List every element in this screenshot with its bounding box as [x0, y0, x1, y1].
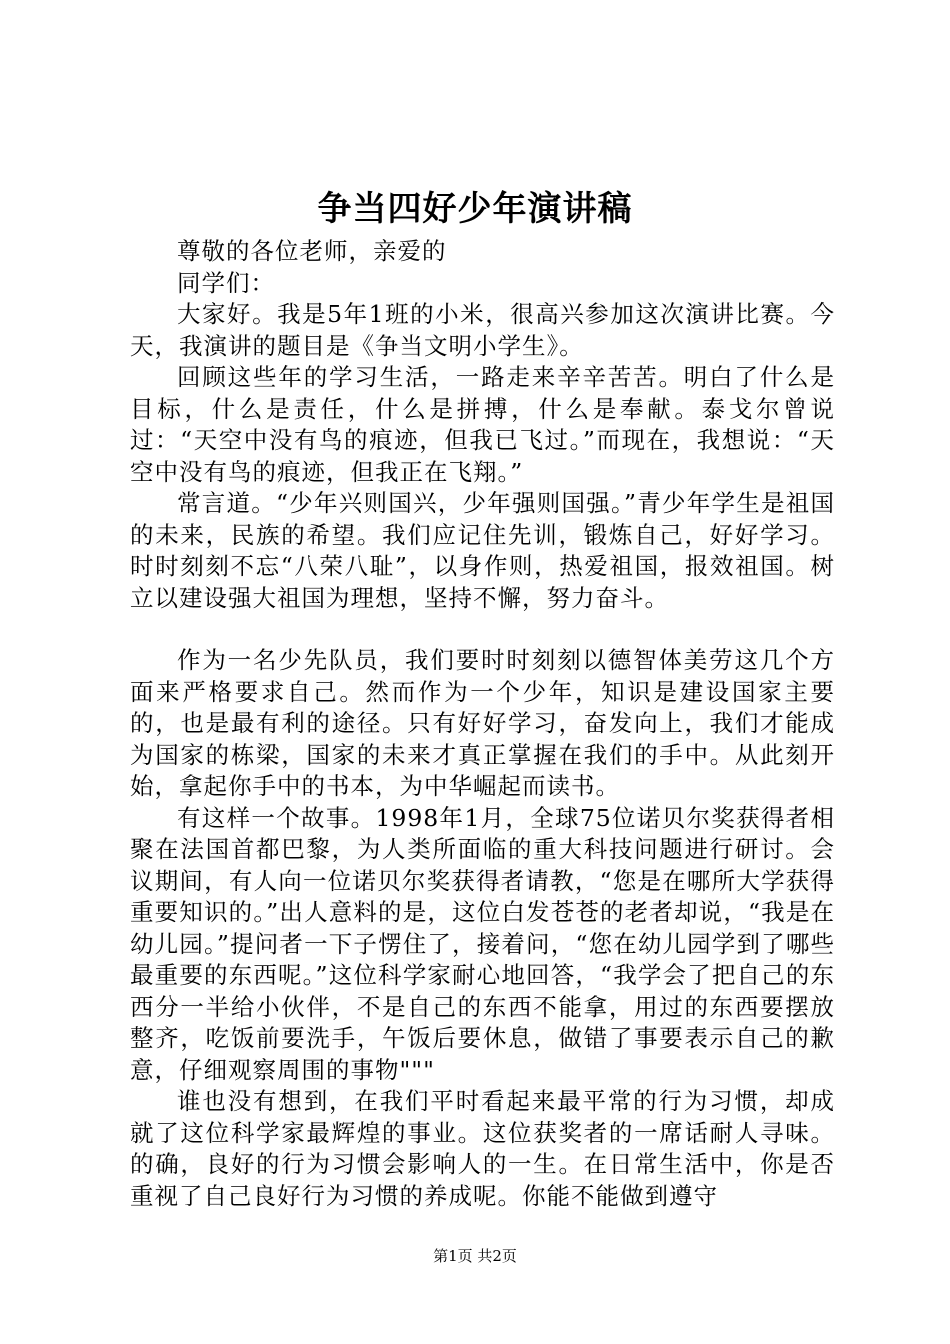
document-body [130, 236, 835, 1212]
page-footer: 第1页 共2页 [433, 1247, 517, 1265]
greeting-line: 同学们： [177, 268, 275, 297]
document-title: 争当四好少年演讲稿 [317, 189, 633, 229]
body-paragraph: 回顾这些年的学习生活，一路走来辛辛苦苦。明白了什么是目标，什么是责任，什么是拼搏，什么是奉献。泰戈尔曾说过：“天空中没有鸟的痕迹，但我已飞过。”而现在，我想说：“天空中没有鸟的痕迹，但我正在飞翔。” [130, 363, 835, 486]
body-paragraph: 有这样一个故事。1998年1月，全球75位诺贝尔奖获得者相聚在法国首都巴黎，为人类所面临的重大科技问题进行研讨。会议期间，有人向一位诺贝尔奖获得者请教，“您是在哪所大学获得重要知识的。”出人意料的是，这位白发苍苍的老者却说，“我是在幼儿园。”提问者一下子愣住了，接着问，“您在幼儿园学到了哪些最重要的东西呢。”这位科学家耐心地回答，“我学会了把自己的东西分一半给小伙伴，不是自己的东西不能拿，用过的东西要摆放整齐，吃饭前要洗手，午饭后要休息，做错了事要表示自己的歉意，仔细观察周围的事物""" [130, 803, 835, 1084]
greeting-line: 尊敬的各位老师，亲爱的 [177, 237, 447, 265]
body-paragraph: 大家好。我是5年1班的小米，很高兴参加这次演讲比赛。今天，我演讲的题目是《争当文明小学生》。 [130, 300, 835, 360]
body-paragraph: 谁也没有想到，在我们平时看起来最平常的行为习惯，却成就了这位科学家最辉煌的事业。这位获奖者的一席话耐人寻味。的确，良好的行为习惯会影响人的一生。在日常生活中，你是否重视了自己良好行为习惯的养成呢。你能不能做到遵守 [130, 1087, 835, 1210]
body-paragraph: 作为一名少先队员，我们要时时刻刻以德智体美劳这几个方面来严格要求自己。然而作为一个少年，知识是建设国家主要的，也是最有利的途径。只有好好学习，奋发向上，我们才能成为国家的栋梁，国家的未来才真正掌握在我们的手中。从此刻开始，拿起你手中的书本，为中华崛起而读书。 [130, 646, 835, 800]
body-paragraph: 常言道。“少年兴则国兴，少年强则国强。”青少年学生是祖国的未来，民族的希望。我们应记住先训，锻炼自己，好好学习。时时刻刻不忘“八荣八耻”，以身作则，热爱祖国，报效祖国。树立以建设强大祖国为理想，坚持不懈，努力奋斗。 [130, 489, 835, 612]
